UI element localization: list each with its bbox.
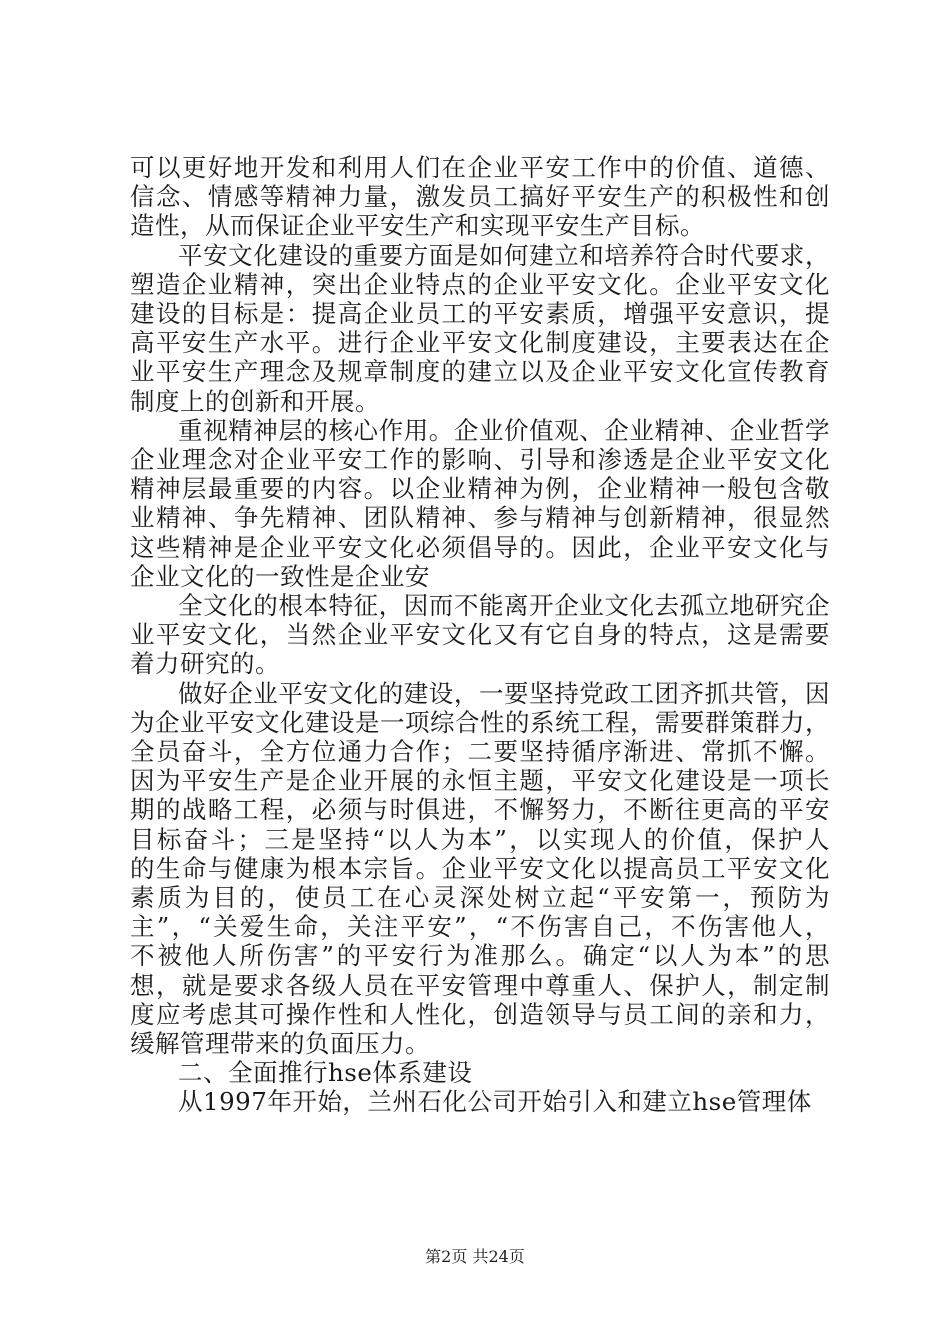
text-line: 期的战略工程，必须与时俱进，不懈努力，不断往更高的平安 xyxy=(130,795,830,825)
text-line: 平安文化建设的重要方面是如何建立和培养符合时代要求， xyxy=(178,240,830,270)
text-line: 做好企业平安文化的建设，一要坚持党政工团齐抓共管，因 xyxy=(178,678,830,708)
text-line: 目标奋斗；三是坚持“以人为本”，以实现人的价值，保护人 xyxy=(130,824,830,854)
text-line: 塑造企业精神，突出企业特点的企业平安文化。企业平安文化 xyxy=(130,269,830,299)
text-line: 因为平安生产是企业开展的永恒主题，平安文化建设是一项长 xyxy=(130,766,830,796)
text-line: 信念、情感等精神力量，激发员工搞好平安生产的积极性和创 xyxy=(130,182,830,212)
text-line: 全文化的根本特征，因而不能离开企业文化去孤立地研究企 xyxy=(178,591,830,620)
text-line: 重视精神层的核心作用。企业价值观、企业精神、企业哲学 xyxy=(178,415,830,445)
text-line: 这些精神是企业平安文化必须倡导的。因此，企业平安文化与 xyxy=(130,532,830,562)
text-line: 为企业平安文化建设是一项综合性的系统工程，需要群策群力， xyxy=(130,707,830,737)
text-line: 二、全面推行hse体系建设 xyxy=(178,1058,473,1088)
text-line: 制度上的创新和开展。 xyxy=(130,386,380,416)
text-line: 素质为目的，使员工在心灵深处树立起“平安第一，预防为 xyxy=(130,883,830,912)
text-line: 企业理念对企业平安工作的影响、引导和渗透是企业平安文化 xyxy=(130,445,830,474)
text-line: 从1997年开始，兰州石化公司开始引入和建立hse管理体 xyxy=(178,1087,812,1117)
text-line: 企业文化的一致性是企业安 xyxy=(130,561,430,591)
text-line: 业平安生产理念及规章制度的建立以及企业平安文化宣传教育 xyxy=(130,357,830,387)
text-line: 业平安文化，当然企业平安文化又有它自身的特点，这是需要 xyxy=(130,620,830,650)
text-line: 业精神、争先精神、团队精神、参与精神与创新精神，很显然 xyxy=(130,503,830,533)
text-line: 可以更好地开发和利用人们在企业平安工作中的价值、道德、 xyxy=(130,153,830,182)
text-line: 主”，“关爱生命，关注平安”，“不伤害自己，不伤害他人， xyxy=(130,912,830,942)
text-line: 缓解管理带来的负面压力。 xyxy=(130,1029,430,1058)
text-line: 不被他人所伤害”的平安行为准那么。确定“以人为本”的思 xyxy=(130,941,830,971)
text-line: 高平安生产水平。进行企业平安文化制度建设，主要表达在企 xyxy=(130,328,830,358)
text-line: 全员奋斗，全方位通力合作；二要坚持循序渐进、常抓不懈。 xyxy=(130,737,830,766)
text-line: 建设的目标是：提高企业员工的平安素质，增强平安意识，提 xyxy=(130,299,830,328)
page-footer: 第2页 共24页 xyxy=(425,1247,525,1266)
text-line: 造性，从而保证企业平安生产和实现平安生产目标。 xyxy=(130,211,705,241)
text-line: 度应考虑其可操作性和人性化，创造领导与员工间的亲和力， xyxy=(130,999,830,1029)
text-line: 着力研究的。 xyxy=(130,649,280,679)
text-line: 的生命与健康为根本宗旨。企业平安文化以提高员工平安文化 xyxy=(130,853,830,883)
text-line: 想，就是要求各级人员在平安管理中尊重人、保护人，制定制 xyxy=(130,970,830,1000)
text-line: 精神层最重要的内容。以企业精神为例，企业精神一般包含敬 xyxy=(130,474,830,504)
